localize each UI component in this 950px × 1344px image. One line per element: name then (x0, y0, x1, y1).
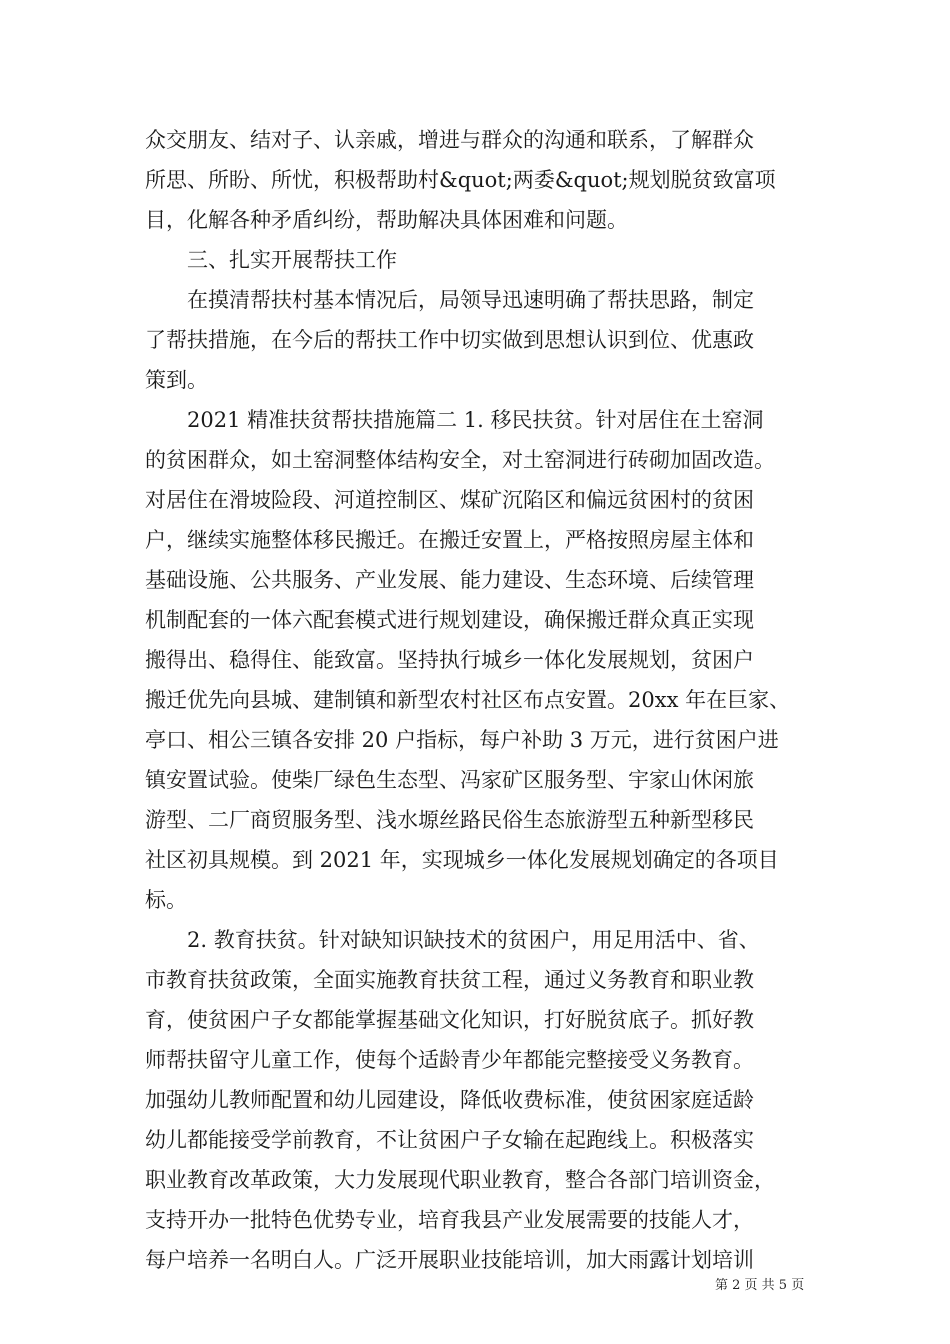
document-body (145, 120, 807, 1280)
text-line-7: 策到。 (145, 368, 208, 392)
text-line-1: 众交朋友、结对子、认亲戚，增进与群众的沟通和联系，了解群众 (145, 128, 754, 152)
text-line-3: 目，化解各种矛盾纠纷，帮助解决具体困难和问题。 (145, 208, 628, 232)
text-line-20: 标。 (145, 888, 187, 912)
page-number: 第 2 页 共 5 页 (715, 1278, 805, 1293)
text-line-12: 基础设施、公共服务、产业发展、能力建设、生态环境、后续管理 (145, 568, 754, 592)
text-line-8: 2021 精准扶贫帮扶措施篇二 1. 移民扶贫。针对居住在土窑洞 (187, 408, 764, 432)
text-line-19: 社区初具规模。到 2021 年，实现城乡一体化发展规划确定的各项目 (145, 848, 779, 872)
text-line-23: 育，使贫困户子女都能掌握基础文化知识，打好脱贫底子。抓好教 (145, 1008, 754, 1032)
text-line-9: 的贫困群众，如土窑洞整体结构安全，对土窑洞进行砖砌加固改造。 (145, 448, 775, 472)
text-line-14: 搬得出、稳得住、能致富。坚持执行城乡一体化发展规划，贫困户 (145, 648, 754, 672)
text-line-10: 对居住在滑坡险段、河道控制区、煤矿沉陷区和偏远贫困村的贫困 (145, 488, 754, 512)
text-line-21: 2. 教育扶贫。针对缺知识缺技术的贫困户，用足用活中、省、 (187, 928, 760, 952)
text-line-24: 师帮扶留守儿童工作，使每个适龄青少年都能完整接受义务教育。 (145, 1048, 754, 1072)
text-line-29: 每户培养一名明白人。广泛开展职业技能培训，加大雨露计划培训 (145, 1248, 754, 1272)
text-line-11: 户，继续实施整体移民搬迁。在搬迁安置上，严格按照房屋主体和 (145, 528, 754, 552)
text-line-2: 所思、所盼、所忧，积极帮助村&quot;两委&quot;规划脱贫致富项 (145, 168, 776, 192)
text-line-28: 支持开办一批特色优势专业，培育我县产业发展需要的技能人才， (145, 1208, 754, 1232)
text-line-25: 加强幼儿教师配置和幼儿园建设，降低收费标准，使贫困家庭适龄 (145, 1088, 754, 1112)
text-line-22: 市教育扶贫政策，全面实施教育扶贫工程，通过义务教育和职业教 (145, 968, 754, 992)
text-line-26: 幼儿都能接受学前教育，不让贫困户子女输在起跑线上。积极落实 (145, 1128, 754, 1152)
text-line-27: 职业教育改革政策，大力发展现代职业教育，整合各部门培训资金， (145, 1168, 775, 1192)
text-line-5: 在摸清帮扶村基本情况后，局领导迅速明确了帮扶思路，制定 (187, 288, 754, 312)
text-line-16: 亭口、相公三镇各安排 20 户指标，每户补助 3 万元，进行贫困户进 (145, 728, 779, 752)
text-line-17: 镇安置试验。使柴厂绿色生态型、冯家矿区服务型、宇家山休闲旅 (145, 768, 754, 792)
text-line-13: 机制配套的一体六配套模式进行规划建设，确保搬迁群众真正实现 (145, 608, 754, 632)
text-line-6: 了帮扶措施，在今后的帮扶工作中切实做到思想认识到位、优惠政 (145, 328, 754, 352)
text-line-18: 游型、二厂商贸服务型、浅水塬丝路民俗生态旅游型五种新型移民 (145, 808, 754, 832)
text-line-15: 搬迁优先向县城、建制镇和新型农村社区布点安置。20xx 年在巨家、 (145, 688, 791, 712)
section-heading: 三、扎实开展帮扶工作 (187, 248, 397, 272)
